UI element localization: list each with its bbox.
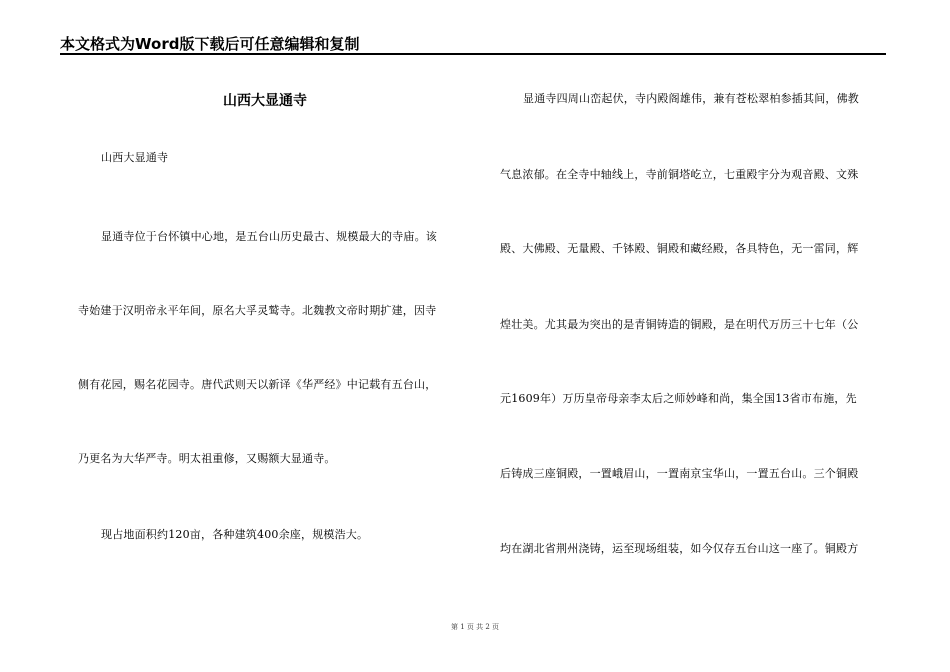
right-paragraph-line: 均在湖北省荆州浇铸，运至现场组装，如今仅存五台山这一座了。铜殿方 bbox=[500, 542, 859, 555]
page-title: 山西大显通寺 bbox=[223, 93, 307, 109]
right-paragraph-line: 显通寺四周山峦起伏，寺内殿阁雄伟，兼有苍松翠柏参插其间，佛教 bbox=[523, 92, 859, 105]
left-paragraph-line: 乃更名为大华严寺。明太祖重修，又赐额大显通寺。 bbox=[78, 452, 336, 465]
document-banner: 本文格式为Word版下载后可任意编辑和复制 bbox=[60, 35, 360, 53]
left-paragraph-line: 现占地面积约120亩，各种建筑400余座，规模浩大。 bbox=[101, 528, 369, 541]
right-paragraph-line: 后铸成三座铜殿，一置峨眉山，一置南京宝华山，一置五台山。三个铜殿 bbox=[500, 467, 859, 480]
right-paragraph-line: 元1609年）万历皇帝母亲李太后之师妙峰和尚，集全国13省市布施，先 bbox=[500, 392, 857, 405]
right-paragraph-line: 殿、大佛殿、无量殿、千钵殿、铜殿和藏经殿，各具特色，无一雷同，辉 bbox=[500, 242, 859, 255]
left-paragraph-line: 寺始建于汉明帝永平年间，原名大孚灵鹫寺。北魏教文帝时期扩建，因寺 bbox=[78, 304, 437, 317]
page-number: 第 1 页 共 2 页 bbox=[450, 623, 500, 631]
left-paragraph-line: 显通寺位于台怀镇中心地，是五台山历史最古、规模最大的寺庙。该 bbox=[101, 230, 437, 243]
left-paragraph-line: 侧有花园，赐名花园寺。唐代武则天以新译《华严经》中记载有五台山， bbox=[78, 378, 437, 391]
banner-divider bbox=[60, 53, 886, 55]
left-paragraph-line: 山西大显通寺 bbox=[101, 151, 169, 164]
right-paragraph-line: 煌壮美。尤其最为突出的是青铜铸造的铜殿，是在明代万历三十七年（公 bbox=[500, 318, 859, 331]
right-paragraph-line: 气息浓郁。在全寺中轴线上，寺前铜塔屹立，七重殿宇分为观音殿、文殊 bbox=[500, 168, 859, 181]
